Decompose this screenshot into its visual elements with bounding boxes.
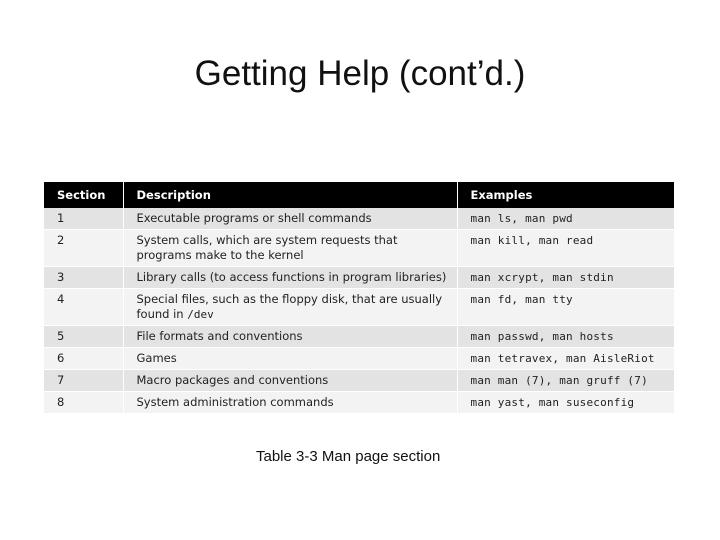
table-row — [44, 326, 674, 348]
section-cell: 5 — [44, 326, 123, 348]
examples-cell: man ls, man pwd — [457, 208, 674, 230]
examples-cell: man kill, man read — [457, 230, 674, 267]
examples-cell: man xcrypt, man stdin — [457, 267, 674, 289]
table-row — [44, 348, 674, 370]
section-cell: 3 — [44, 267, 123, 289]
section-cell: 1 — [44, 208, 123, 230]
header-description: Description — [123, 182, 457, 208]
header-examples: Examples — [457, 182, 674, 208]
description-text: Executable programs or shell commands — [136, 211, 372, 225]
table-row — [44, 267, 674, 289]
section-cell: 4 — [44, 289, 123, 326]
table-row — [44, 208, 674, 230]
section-cell: 2 — [44, 230, 123, 267]
examples-cell: man yast, man suseconfig — [457, 392, 674, 414]
description-cell — [123, 230, 457, 267]
description-text: System administration commands — [136, 395, 334, 409]
description-text: Special files, such as the floppy disk, that are usually found in — [136, 292, 443, 321]
description-cell — [123, 370, 457, 392]
table-row — [44, 289, 674, 326]
description-cell — [123, 392, 457, 414]
examples-cell: man passwd, man hosts — [457, 326, 674, 348]
examples-cell: man fd, man tty — [457, 289, 674, 326]
table-row — [44, 392, 674, 414]
examples-cell: man man (7), man gruff (7) — [457, 370, 674, 392]
section-cell: 6 — [44, 348, 123, 370]
description-cell — [123, 348, 457, 370]
table-row — [44, 370, 674, 392]
slide-title: Getting Help (cont’d.) — [194, 54, 526, 93]
description-text: Library calls (to access functions in program libraries) — [136, 270, 447, 284]
header-section: Section — [44, 182, 123, 208]
table-header-row — [44, 182, 674, 208]
man-sections-table — [44, 182, 675, 414]
description-text: Games — [136, 351, 177, 365]
description-cell — [123, 267, 457, 289]
examples-cell: man tetravex, man AisleRiot — [457, 348, 674, 370]
description-text: System calls, which are system requests that programs make to the kernel — [136, 233, 398, 262]
table-row — [44, 230, 674, 267]
description-text: File formats and conventions — [136, 329, 303, 343]
table-caption: Table 3-3 Man page section — [256, 448, 441, 465]
description-cell — [123, 208, 457, 230]
description-cell — [123, 326, 457, 348]
description-cell — [123, 289, 457, 326]
section-cell: 8 — [44, 392, 123, 414]
description-code: /dev — [187, 308, 214, 321]
description-text: Macro packages and conventions — [136, 373, 329, 387]
section-cell: 7 — [44, 370, 123, 392]
